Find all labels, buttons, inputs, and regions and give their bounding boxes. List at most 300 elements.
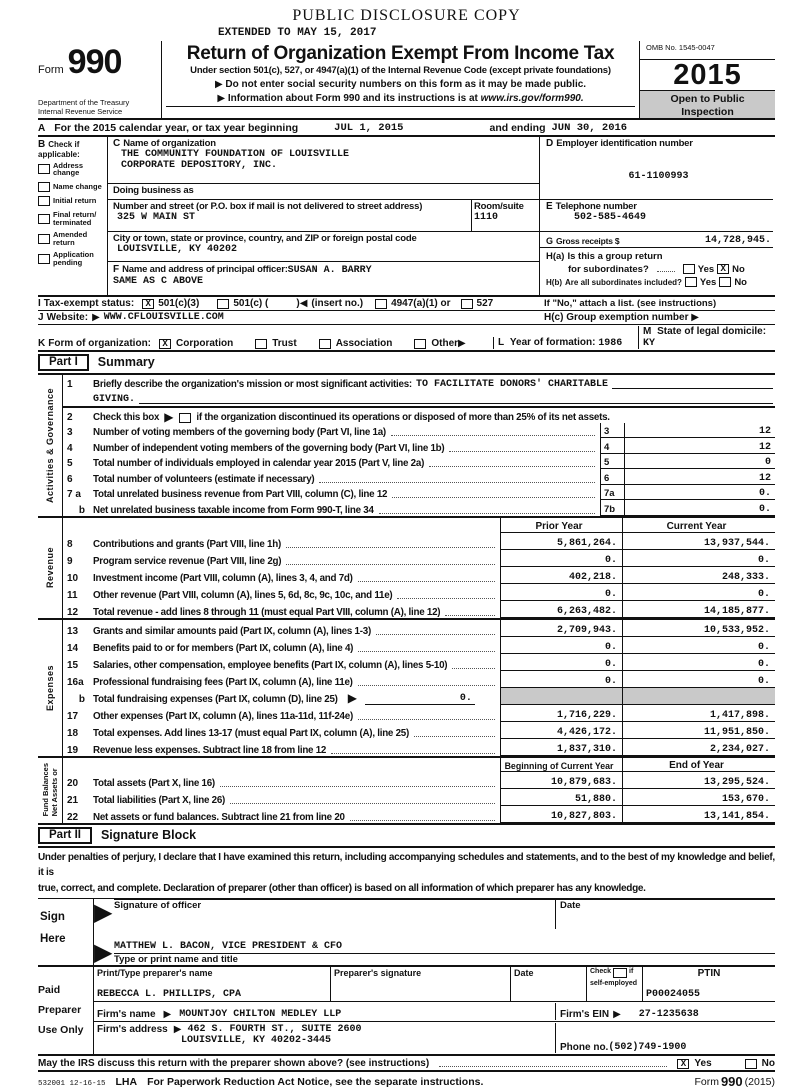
line-box-number: 5: [600, 454, 625, 470]
current-value: 0.: [622, 637, 775, 654]
row-m-prefix: M: [643, 325, 652, 337]
line-label: Number of independent voting members of the governing body (Part VI, line 1b): [93, 442, 445, 454]
officer-signature-field[interactable]: [114, 899, 555, 929]
association-checkbox[interactable]: [319, 339, 331, 349]
paid-label: Paid: [38, 984, 61, 997]
prior-value: 1,716,229.: [500, 705, 622, 722]
form-header: [38, 41, 775, 120]
ha-prefix: H(a): [546, 250, 565, 262]
section-d-prefix: D: [546, 137, 554, 149]
form-word: Form: [38, 64, 64, 77]
line-label: Total number of individuals employed in calendar year 2015 (Part V, line 2a): [93, 458, 425, 470]
city-label: City or town, state or province, country, and ZIP or foreign postal code: [113, 232, 417, 244]
line-label: Contributions and grants (Part VIII, line 1h): [93, 538, 281, 550]
4947a1-label: 4947(a)(1) or: [391, 297, 451, 309]
principal-officer-name: SUSAN A. BARRY: [287, 264, 372, 276]
governance-section: [38, 375, 775, 518]
line-box-number: 3: [600, 423, 625, 439]
4947a1-checkbox[interactable]: [375, 299, 387, 309]
fundraising-expenses-value: 0.: [365, 693, 475, 705]
current-value: 13,937,544.: [622, 533, 775, 550]
prior-value: 0.: [500, 637, 622, 654]
self-employed-label: self-employed: [590, 980, 638, 988]
use-only-label: Use Only: [38, 1023, 84, 1036]
line-number: 18: [67, 727, 79, 739]
line-number: b: [78, 504, 85, 516]
ein-value: 61-1100993: [628, 170, 689, 182]
governance-sidebar-label: Activities & Governance: [45, 387, 55, 503]
hc-prefix: H(c): [544, 311, 564, 323]
open-to-public-line2: Inspection: [681, 105, 734, 118]
line-number: 8: [67, 538, 73, 550]
street-label: Number and street (or P.O. box if mail is not delivered to street address): [113, 200, 423, 212]
527-label: 527: [476, 297, 494, 309]
line-label: Net unrelated business taxable income from Form 990-T, line 34: [93, 504, 374, 516]
line-number: 4: [67, 442, 73, 454]
part1-header: [38, 352, 775, 375]
firm-address-label: Firm's address: [97, 1024, 168, 1036]
ptin-label: PTIN: [697, 968, 721, 980]
firm-address-row: [94, 1022, 775, 1054]
application-pending-label: Application pending: [53, 250, 94, 268]
subordinates-included-no-checkbox[interactable]: [719, 277, 731, 287]
line6-row: [63, 469, 775, 485]
line-label: Revenue less expenses. Subtract line 18 from line 12: [93, 744, 327, 756]
city-value: LOUISVILLE, KY 40202: [117, 243, 238, 255]
instructions-note: [166, 93, 635, 107]
tax-year: 2015: [640, 60, 775, 91]
line10-row: [63, 567, 775, 584]
website-value[interactable]: WWW.CFLOUISVILLE.COM: [103, 311, 224, 323]
room-suite-value: 1110: [474, 211, 499, 223]
arrowhead-icon: ▶: [613, 1009, 621, 1021]
dept-irs: Internal Revenue Service: [38, 106, 123, 116]
tax-year-begin-value: JUL 1, 2015: [334, 121, 404, 134]
section-b-label: Check if applicable:: [38, 139, 80, 159]
hb-yes-label: Yes: [699, 276, 717, 288]
line-number: 16a: [67, 676, 84, 688]
check-label: Check: [590, 968, 612, 976]
phone-no-label: Phone no.: [560, 1042, 609, 1054]
corporation-checkbox[interactable]: X: [159, 339, 171, 349]
current-value: 2,234,027.: [622, 739, 775, 756]
extended-date-note: EXTENDED TO MAY 15, 2017: [218, 27, 377, 39]
street-cell: [108, 200, 539, 232]
net-assets-sidebar: [38, 758, 63, 823]
mission-label: Briefly describe the organization's mission or most significant activities:: [93, 378, 412, 390]
part2-header: [38, 825, 775, 848]
firm-address-value2: LOUISVILLE, KY 40202-3445: [181, 1035, 332, 1047]
org-name-cell: [108, 137, 539, 184]
beginning-value: 10,827,803.: [500, 806, 622, 823]
dba-label: Doing business as: [113, 184, 194, 196]
principal-officer-label: Name and address of principal officer:: [122, 263, 288, 275]
dba-cell: [108, 184, 539, 200]
section-f-prefix: F: [113, 263, 120, 275]
amended-return-label: Amended return: [53, 230, 88, 247]
irs-discuss-label: May the IRS discuss this return with the preparer shown above? (see instructions): [38, 1058, 430, 1070]
revenue-sidebar-label: Revenue: [45, 547, 55, 589]
line-number: 12: [67, 606, 79, 618]
ptin-value: P00024055: [646, 989, 701, 1001]
current-value: 10,533,952.: [622, 620, 775, 637]
line11-row: [63, 584, 775, 601]
self-employed-cell: [587, 967, 643, 1001]
address-change-checkbox[interactable]: [38, 164, 50, 174]
public-disclosure-title: PUBLIC DISCLOSURE COPY: [292, 7, 521, 24]
line-number: 13: [67, 625, 79, 637]
irs-discuss-row: [38, 1056, 775, 1072]
line-number: 21: [67, 794, 79, 806]
footer-form-year: (2015): [744, 1076, 775, 1089]
net-assets-section: [38, 758, 775, 825]
discuss-no-label: No: [761, 1058, 775, 1070]
firm-ein-value: 27-1235638: [638, 1009, 699, 1021]
principal-officer-cell: [108, 262, 539, 295]
legal-domicile-cell: [638, 326, 775, 349]
ha-no-label: No: [732, 263, 745, 275]
line9-row: [63, 550, 775, 567]
row-j-prefix: J: [38, 311, 44, 323]
discontinued-operations-checkbox[interactable]: [179, 413, 191, 423]
arrowhead-icon: ▶: [164, 409, 174, 424]
line-value: 12: [625, 438, 775, 454]
irs-url[interactable]: www.irs.gov/form990.: [480, 93, 584, 104]
firm-name-value: MOUNTJOY CHILTON MEDLEY LLP: [179, 1009, 342, 1021]
arrowhead-icon: ▶: [214, 79, 223, 90]
signature-arrowhead-icon: ▶: [94, 938, 113, 967]
line1-number: 1: [67, 378, 73, 390]
group-return-cell: [540, 248, 773, 295]
address-change-label: Address change: [53, 160, 84, 178]
arrowhead-icon: ▶: [458, 337, 466, 349]
check-if-applicable-column: [38, 137, 108, 295]
line-label: Professional fundraising fees (Part IX, column (A), line 11e): [93, 676, 353, 688]
part1-title: Summary: [97, 355, 155, 370]
line-label: Total unrelated business revenue from Part VIII, column (C), line 12: [93, 489, 388, 501]
name-change-label: Name change: [53, 181, 102, 191]
mission-value-line2: GIVING.: [93, 393, 136, 405]
527-checkbox[interactable]: [461, 299, 473, 309]
phone-no-value: (502)749-1900: [608, 1042, 687, 1054]
shaded-cell: [500, 688, 622, 705]
net-columns-header: [63, 758, 775, 772]
application-pending-checkbox[interactable]: [38, 254, 50, 264]
hb-prefix: H(b): [546, 277, 562, 287]
prior-value: 2,709,943.: [500, 620, 622, 637]
entity-block: [38, 137, 775, 297]
left-arrowhead-icon: ◀: [299, 297, 308, 309]
line-label: Number of voting members of the governing body (Part VI, line 1a): [93, 427, 386, 439]
tax-year-row: [38, 120, 775, 137]
section-g-prefix: G: [546, 235, 554, 246]
final-return-checkbox[interactable]: [38, 214, 50, 224]
prior-year-header: Prior Year: [500, 518, 622, 533]
revenue-sidebar: [38, 518, 63, 618]
line18-row: [63, 722, 775, 739]
line16a-row: [63, 671, 775, 688]
preparer-label: Preparer: [38, 1004, 82, 1016]
part1-box: Part I: [38, 354, 89, 371]
discuss-yes-checkbox[interactable]: X: [677, 1059, 689, 1069]
corporation-label: Corporation: [176, 337, 234, 349]
city-cell: [108, 232, 539, 262]
end-value: 13,141,854.: [622, 806, 775, 823]
initial-return-label: Initial return: [53, 196, 97, 206]
expenses-section: [38, 620, 775, 758]
insert-no-label: (insert no.): [311, 297, 364, 309]
prior-value: 4,426,172.: [500, 722, 622, 739]
page-footer: [38, 1072, 775, 1088]
footer-code: 532001 12-16-15: [38, 1080, 106, 1089]
officer-date-field[interactable]: [555, 899, 775, 929]
ssn-warning: [166, 79, 635, 90]
org-name-label: Name of organization: [123, 137, 216, 149]
trust-label: Trust: [272, 337, 297, 349]
net-assets-sidebar-label1: Net Assets or: [50, 768, 59, 817]
open-to-public-line1: Open to Public: [670, 93, 745, 106]
current-value: 0.: [622, 671, 775, 688]
line-number: 5: [67, 458, 73, 470]
org-name-line1: THE COMMUNITY FOUNDATION OF LOUISVILLE: [121, 148, 350, 160]
form-title-block: [162, 41, 640, 118]
group-return-no-checkbox[interactable]: X: [717, 264, 729, 274]
line-label: Benefits paid to or for members (Part IX, column (A), line 4): [93, 642, 354, 654]
firm-name-row: [94, 1002, 775, 1022]
preparer-date-label: Date: [514, 968, 534, 979]
line17-row: [63, 705, 775, 722]
line-label: Total liabilities (Part X, line 26): [93, 794, 226, 806]
row-a-prefix: A: [38, 122, 46, 134]
other-checkbox[interactable]: [414, 339, 426, 349]
ein-phone-column: [540, 137, 773, 295]
footer-form-number: 990: [720, 1074, 743, 1089]
arrowhead-icon: ▶: [217, 93, 226, 104]
section-c-prefix: C: [113, 137, 121, 149]
line-label: Salaries, other compensation, employee benefits (Part IX, column (A), lines 5-10): [93, 659, 448, 671]
paperwork-notice: For Paperwork Reduction Act Notice, see the separate instructions.: [147, 1076, 484, 1089]
line4-row: [63, 438, 775, 454]
omb-year-block: [640, 41, 775, 118]
prior-value: 0.: [500, 584, 622, 601]
net-assets-sidebar-label2: Fund Balances: [41, 763, 50, 817]
type-or-print-label: Type or print name and title: [114, 953, 775, 965]
preparer-name-label: Print/Type preparer's name: [97, 968, 213, 979]
beginning-of-year-header: Beginning of Current Year: [500, 758, 622, 772]
preparer-name-cell: [94, 967, 331, 1001]
sign-label: Sign: [40, 911, 65, 924]
end-of-year-header: End of Year: [622, 758, 775, 772]
current-value: 14,185,877.: [622, 601, 775, 618]
line-label: Program service revenue (Part VIII, line 2g): [93, 555, 282, 567]
ein-label: Employer identification number: [556, 137, 693, 149]
beginning-value: 51,880.: [500, 789, 622, 806]
end-value: 153,670.: [622, 789, 775, 806]
group-return-yes-checkbox[interactable]: [683, 264, 695, 274]
hb-label: Are all subordinates included?: [565, 277, 682, 287]
self-employed-checkbox[interactable]: [613, 968, 627, 978]
final-return-label: Final return/ terminated: [53, 209, 97, 227]
ssn-warning-text: Do not enter social security numbers on this form as it may be made public.: [225, 79, 587, 90]
line14-row: [63, 637, 775, 654]
line-number: 10: [67, 572, 79, 584]
tax-exempt-status-label: Tax-exempt status:: [43, 297, 135, 309]
ha-label2: for subordinates?: [568, 263, 649, 275]
perjury-line2: true, correct, and complete. Declaration of preparer (other than officer) is based on all information of which preparer has any knowledge.: [38, 882, 646, 894]
line-label: Other expenses (Part IX, column (A), lines 11a-11d, 11f-24e): [93, 710, 353, 722]
preparer-name-value: REBECCA L. PHILLIPS, CPA: [97, 989, 242, 1001]
tax-year-end-value: JUN 30, 2016: [551, 121, 628, 134]
line2-post-label: if the organization discontinued its operations or disposed of more than 25% of its net assets.: [196, 411, 610, 423]
form-subtitle: Under section 501(c), 527, or 4947(a)(1) of the Internal Revenue Code (except private foundations): [190, 65, 611, 76]
beginning-value: 10,879,683.: [500, 772, 622, 789]
street-value: 325 W MAIN ST: [117, 211, 196, 223]
line-label: Total fundraising expenses (Part IX, column (D), line 25): [93, 693, 338, 705]
discuss-yes-label: Yes: [694, 1058, 712, 1070]
arrowhead-icon: ▶: [347, 690, 357, 705]
line19-row: [63, 739, 775, 756]
line-label: Net assets or fund balances. Subtract line 21 from line 20: [93, 811, 345, 823]
line-number: 7 a: [67, 489, 81, 501]
line2-row: [63, 408, 775, 423]
form-number-block: [38, 41, 162, 118]
line-label: Grants and similar amounts paid (Part IX, column (A), lines 1-3): [93, 625, 371, 637]
line21-row: [63, 789, 775, 806]
line2-pre-label: Check this box: [93, 411, 160, 423]
group-exemption-label: Group exemption number: [566, 311, 689, 323]
line7a-row: [63, 485, 775, 501]
name-change-checkbox[interactable]: [38, 182, 50, 192]
arrowhead-icon: ▶: [92, 311, 100, 323]
501c3-checkbox[interactable]: X: [142, 299, 154, 309]
line-number: 3: [67, 427, 73, 439]
expenses-sidebar-label: Expenses: [45, 664, 55, 711]
line22-row: [63, 806, 775, 823]
current-value: 0.: [622, 550, 775, 567]
legal-domicile-label: State of legal domicile:: [657, 325, 767, 337]
year-of-formation-cell: [493, 337, 638, 349]
ein-cell: [540, 137, 773, 200]
arrowhead-icon: ▶: [163, 1009, 172, 1021]
row-l-prefix: L: [498, 336, 505, 348]
gross-receipts-value: 14,728,945.: [704, 234, 771, 246]
form-title: Return of Organization Exempt From Income Tax: [186, 43, 615, 64]
line-label: Total number of volunteers (estimate if necessary): [93, 473, 315, 485]
and-ending-label: and ending: [489, 121, 546, 134]
other-label: Other: [431, 337, 459, 349]
phone-label: Telephone number: [555, 200, 637, 212]
line-number: b: [78, 693, 85, 705]
revenue-section: [38, 518, 775, 620]
initial-return-checkbox[interactable]: [38, 196, 50, 206]
gross-receipts-cell: [540, 232, 773, 248]
trust-checkbox[interactable]: [255, 339, 267, 349]
line-number: 19: [67, 744, 79, 756]
website-label: Website:: [46, 311, 89, 323]
open-to-public-badge: [640, 91, 775, 117]
line-label: Total assets (Part X, line 16): [93, 777, 215, 789]
line-box-number: 4: [600, 438, 625, 454]
line2-number: 2: [67, 411, 73, 423]
year-of-formation-label: Year of formation:: [509, 336, 596, 348]
expenses-sidebar: [38, 620, 63, 756]
mission-block: [63, 375, 775, 408]
501c3-label: 501(c)(3): [158, 297, 200, 309]
association-label: Association: [335, 337, 393, 349]
ha-yes-label: Yes: [697, 263, 715, 275]
signature-of-officer-label: Signature of officer: [114, 899, 555, 911]
line-value: 0.: [625, 485, 775, 501]
tax-exempt-status-row: [38, 297, 775, 311]
line-box-number: 6: [600, 469, 625, 485]
line-number: 15: [67, 659, 79, 671]
amended-return-checkbox[interactable]: [38, 234, 50, 244]
organization-column: [108, 137, 540, 295]
phone-cell: [540, 200, 773, 232]
phone-no-cell: [555, 1023, 775, 1053]
line-box-number: 7a: [600, 485, 625, 501]
line13-row: [63, 620, 775, 637]
current-value: 11,951,850.: [622, 722, 775, 739]
gross-receipts-label: Gross receipts $: [556, 235, 620, 246]
current-value: 0.: [622, 654, 775, 671]
line-label: Other revenue (Part VIII, column (A), lines 5, 6d, 8c, 9c, 10c, and 11e): [93, 589, 393, 601]
group-exemption-cell: [540, 312, 775, 323]
current-year-header: Current Year: [622, 518, 775, 533]
preparer-signature-cell[interactable]: [331, 967, 511, 1001]
section-e-prefix: E: [546, 200, 553, 212]
line-number: 22: [67, 811, 79, 823]
prior-value: 402,218.: [500, 567, 622, 584]
firm-address-value1: 462 S. FOURTH ST., SUITE 2600: [187, 1024, 362, 1036]
line-number: 14: [67, 642, 79, 654]
date-label: Date: [560, 900, 581, 912]
governance-sidebar: [38, 375, 63, 516]
discuss-no-checkbox[interactable]: [745, 1059, 757, 1069]
row-k-prefix: K: [38, 337, 46, 349]
hb-no-label: No: [734, 276, 747, 288]
line-value: 12: [625, 469, 775, 485]
ptin-cell: [643, 967, 775, 1001]
dept-treasury: Department of the Treasury: [38, 97, 130, 107]
attach-list-note: If "No," attach a list. (see instructions): [544, 297, 717, 309]
line8-row: [63, 533, 775, 550]
mission-value-line1: TO FACILITATE DONORS' CHARITABLE: [415, 378, 608, 390]
perjury-line1: Under penalties of perjury, I declare that I have examined this return, including accompanying schedules and statements, and to the best of my knowledge and belief, it is: [38, 851, 775, 879]
shaded-cell: [622, 688, 775, 705]
501c-close-paren: ): [296, 297, 300, 309]
room-suite-cell: [471, 200, 539, 231]
line-value: 0.: [625, 500, 775, 516]
prior-value: 5,861,264.: [500, 533, 622, 550]
preparer-signature-label: Preparer's signature: [334, 968, 422, 979]
preparer-date-cell[interactable]: [511, 967, 587, 1001]
firm-ein-label: Firm's EIN: [560, 1009, 610, 1021]
org-name-line2: CORPORATE DEPOSITORY, INC.: [121, 159, 278, 171]
prior-value: 6,263,482.: [500, 601, 622, 618]
line-number: 9: [67, 555, 73, 567]
legal-domicile-value: KY: [643, 337, 656, 349]
year-of-formation-value: 1986: [598, 337, 623, 349]
line7b-row: [63, 500, 775, 516]
arrowhead-icon: ▶: [173, 1024, 182, 1036]
firm-ein-cell: [555, 1003, 775, 1020]
line-label: Investment income (Part VIII, column (A), lines 3, 4, and 7d): [93, 572, 353, 584]
501c-checkbox[interactable]: [217, 299, 229, 309]
subordinates-included-yes-checkbox[interactable]: [685, 277, 697, 287]
arrowhead-icon: ▶: [691, 311, 699, 323]
end-value: 13,295,524.: [622, 772, 775, 789]
